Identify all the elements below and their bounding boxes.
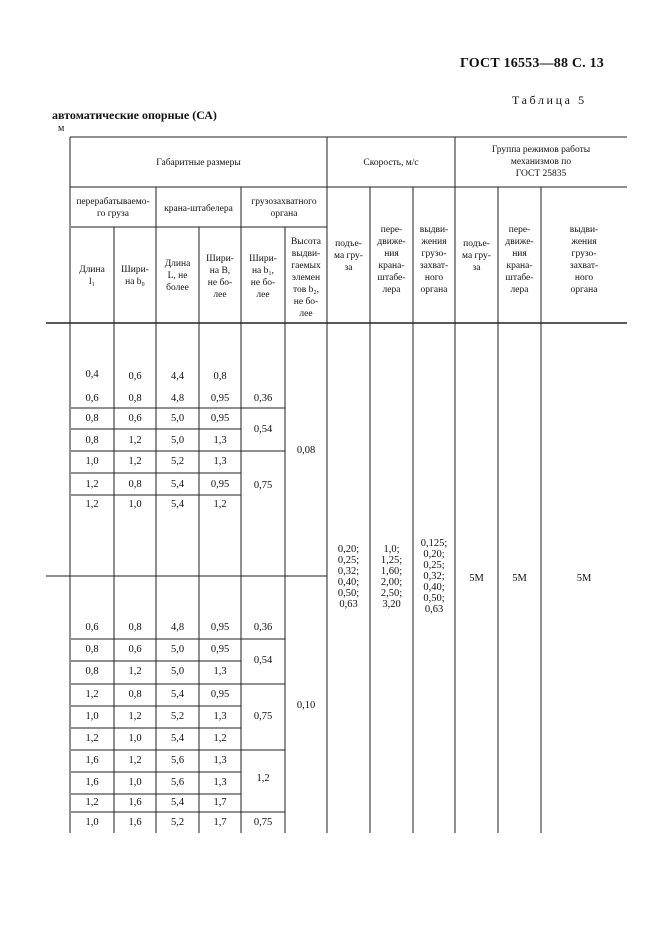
cell-B: 1,2 <box>213 733 227 744</box>
header-mode-group: Группа режимов работы механизмов по ГОСТ 25835 <box>491 145 591 179</box>
cell-mode-move: 5М <box>512 573 527 584</box>
cell-b0: 1,2 <box>128 755 142 766</box>
cell-b0: 1,2 <box>128 666 142 677</box>
cell-B: 0,95 <box>210 622 230 633</box>
cell-b0: 1,0 <box>128 499 142 510</box>
cell-l1: 0,8 <box>85 666 99 677</box>
cell-b0: 0,6 <box>128 644 142 655</box>
header-crane: крана-штабелера <box>164 204 233 214</box>
cell-B: 1,3 <box>213 456 227 467</box>
cell-l1: 0,8 <box>85 413 99 424</box>
header-load: перерабатываемо- го груза <box>76 197 150 219</box>
cell-l1: 1,2 <box>85 733 99 744</box>
cell-l1: 1,2 <box>85 689 99 700</box>
cell-b0: 1,0 <box>128 777 142 788</box>
cell-b1: 0,75 <box>253 480 273 491</box>
cell-l1: 1,0 <box>85 817 99 828</box>
cell-l1: 1,2 <box>85 499 99 510</box>
cell-b0: 0,8 <box>128 689 142 700</box>
cell-speed-move: 1,0; 1,25; 1,60; 2,00; 2,50; 3,20 <box>380 544 403 610</box>
cell-b0: 1,2 <box>128 435 142 446</box>
cell-L: 5,2 <box>170 817 185 828</box>
cell-mode-extend: 5М <box>576 573 592 584</box>
cell-l1: 1,2 <box>85 797 99 808</box>
header-speed-extend: выдви- жения грузо- захват- ного органа <box>419 225 449 295</box>
header-width-b1: Шири- на b₁, не бо- лее <box>249 254 277 300</box>
cell-l1: 0,4 <box>85 369 99 380</box>
cell-b1: 0,54 <box>253 424 273 435</box>
cell-b0: 0,8 <box>128 622 142 633</box>
header-mode-move: пере- движе- ния крана- штабе- лера <box>505 225 534 295</box>
cell-b1: 0,36 <box>253 622 273 633</box>
cell-b1: 0,54 <box>253 655 273 666</box>
header-height-b2: Высота выдви- гаемых элемен тов b₂, не бо- лее <box>290 237 322 319</box>
cell-B: 0,95 <box>210 413 230 424</box>
cell-L: 5,4 <box>170 797 185 808</box>
cell-B: 1,3 <box>213 755 227 766</box>
cell-l1: 1,0 <box>85 711 99 722</box>
cell-l1: 0,6 <box>85 393 99 404</box>
cell-b0: 0,6 <box>128 413 142 424</box>
header-speed: Скорость, м/с <box>363 158 419 168</box>
cell-b0: 0,8 <box>128 479 142 490</box>
cell-B: 1,3 <box>213 777 227 788</box>
cell-B: 1,7 <box>213 817 227 828</box>
cell-L: 5,0 <box>170 644 185 655</box>
cell-height: 0,08 <box>296 445 316 456</box>
cell-L: 5,4 <box>170 479 185 490</box>
cell-l1: 1,6 <box>85 777 99 788</box>
cell-L: 5,4 <box>170 733 185 744</box>
cell-speed-extend: 0,125; 0,20; 0,25; 0,32; 0,40; 0,50; 0,63 <box>420 538 448 615</box>
cell-L: 4,4 <box>170 371 185 382</box>
cell-B: 0,95 <box>210 644 230 655</box>
cell-height: 0,10 <box>296 700 316 711</box>
cell-L: 5,4 <box>170 499 185 510</box>
header-speed-lift: подъе- ма гру- за <box>334 239 363 273</box>
cell-B: 1,2 <box>213 499 227 510</box>
cell-L: 5,2 <box>170 711 185 722</box>
cell-l1: 1,6 <box>85 755 99 766</box>
table-label: Таблица 5 <box>512 93 587 107</box>
cell-b0: 0,8 <box>128 393 142 404</box>
cell-b1: 0,75 <box>253 817 273 828</box>
header-length-L: Длина L, не более <box>164 259 191 293</box>
cell-L: 4,8 <box>170 393 185 404</box>
cell-speed-lift: 0,20; 0,25; 0,32; 0,40; 0,50; 0,63 <box>337 544 360 610</box>
cell-l1: 1,2 <box>85 479 99 490</box>
cell-l1: 1,0 <box>85 456 99 467</box>
cell-b1: 1,2 <box>256 773 270 784</box>
cell-L: 5,6 <box>170 755 185 766</box>
cell-b0: 0,6 <box>128 371 142 382</box>
cell-l1: 0,8 <box>85 644 99 655</box>
header-speed-move: пере- движе- ния крана- штабе- лера <box>377 225 406 295</box>
cell-L: 5,0 <box>170 413 185 424</box>
cell-L: 4,8 <box>170 622 185 633</box>
cell-B: 1,3 <box>213 435 227 446</box>
cell-b1: 0,36 <box>253 393 273 404</box>
header-mode-extend: выдви- жения грузо- захват- ного органa <box>569 225 599 295</box>
cell-L: 5,6 <box>170 777 185 788</box>
cell-mode-lift: 5М <box>469 573 484 584</box>
cell-B: 1,3 <box>213 711 227 722</box>
cell-B: 1,3 <box>213 666 227 677</box>
cell-B: 0,95 <box>210 689 230 700</box>
table-caption: автоматические опорные (СА) <box>52 108 217 122</box>
cell-b0: 1,6 <box>128 817 142 828</box>
header-dimensions: Габаритные размеры <box>156 158 241 168</box>
cell-B: 0,95 <box>210 393 230 404</box>
cell-L: 5,0 <box>170 435 185 446</box>
cell-L: 5,0 <box>170 666 185 677</box>
cell-L: 5,2 <box>170 456 185 467</box>
page-header: ГОСТ 16553—88 С. 13 <box>460 56 604 71</box>
header-width-b0: Шири- на b₀ <box>121 265 149 287</box>
cell-l1: 0,6 <box>85 622 99 633</box>
cell-b0: 1,2 <box>128 456 142 467</box>
cell-l1: 0,8 <box>85 435 99 446</box>
cell-B: 0,8 <box>213 371 227 382</box>
cell-b0: 1,0 <box>128 733 142 744</box>
cell-b0: 1,2 <box>128 711 142 722</box>
units-label: м <box>58 123 65 134</box>
header-width-B: Шири- на B, не бо- лее <box>206 254 234 300</box>
cell-b0: 1,6 <box>128 797 142 808</box>
header-mode-lift: подъе- ма гру- за <box>462 239 491 273</box>
cell-B: 0,95 <box>210 479 230 490</box>
header-length-l1: Длина l₁ <box>79 265 105 287</box>
cell-b1: 0,75 <box>253 711 273 722</box>
cell-L: 5,4 <box>170 689 185 700</box>
cell-B: 1,7 <box>213 797 227 808</box>
header-grip: грузозахватного органа <box>251 197 317 219</box>
